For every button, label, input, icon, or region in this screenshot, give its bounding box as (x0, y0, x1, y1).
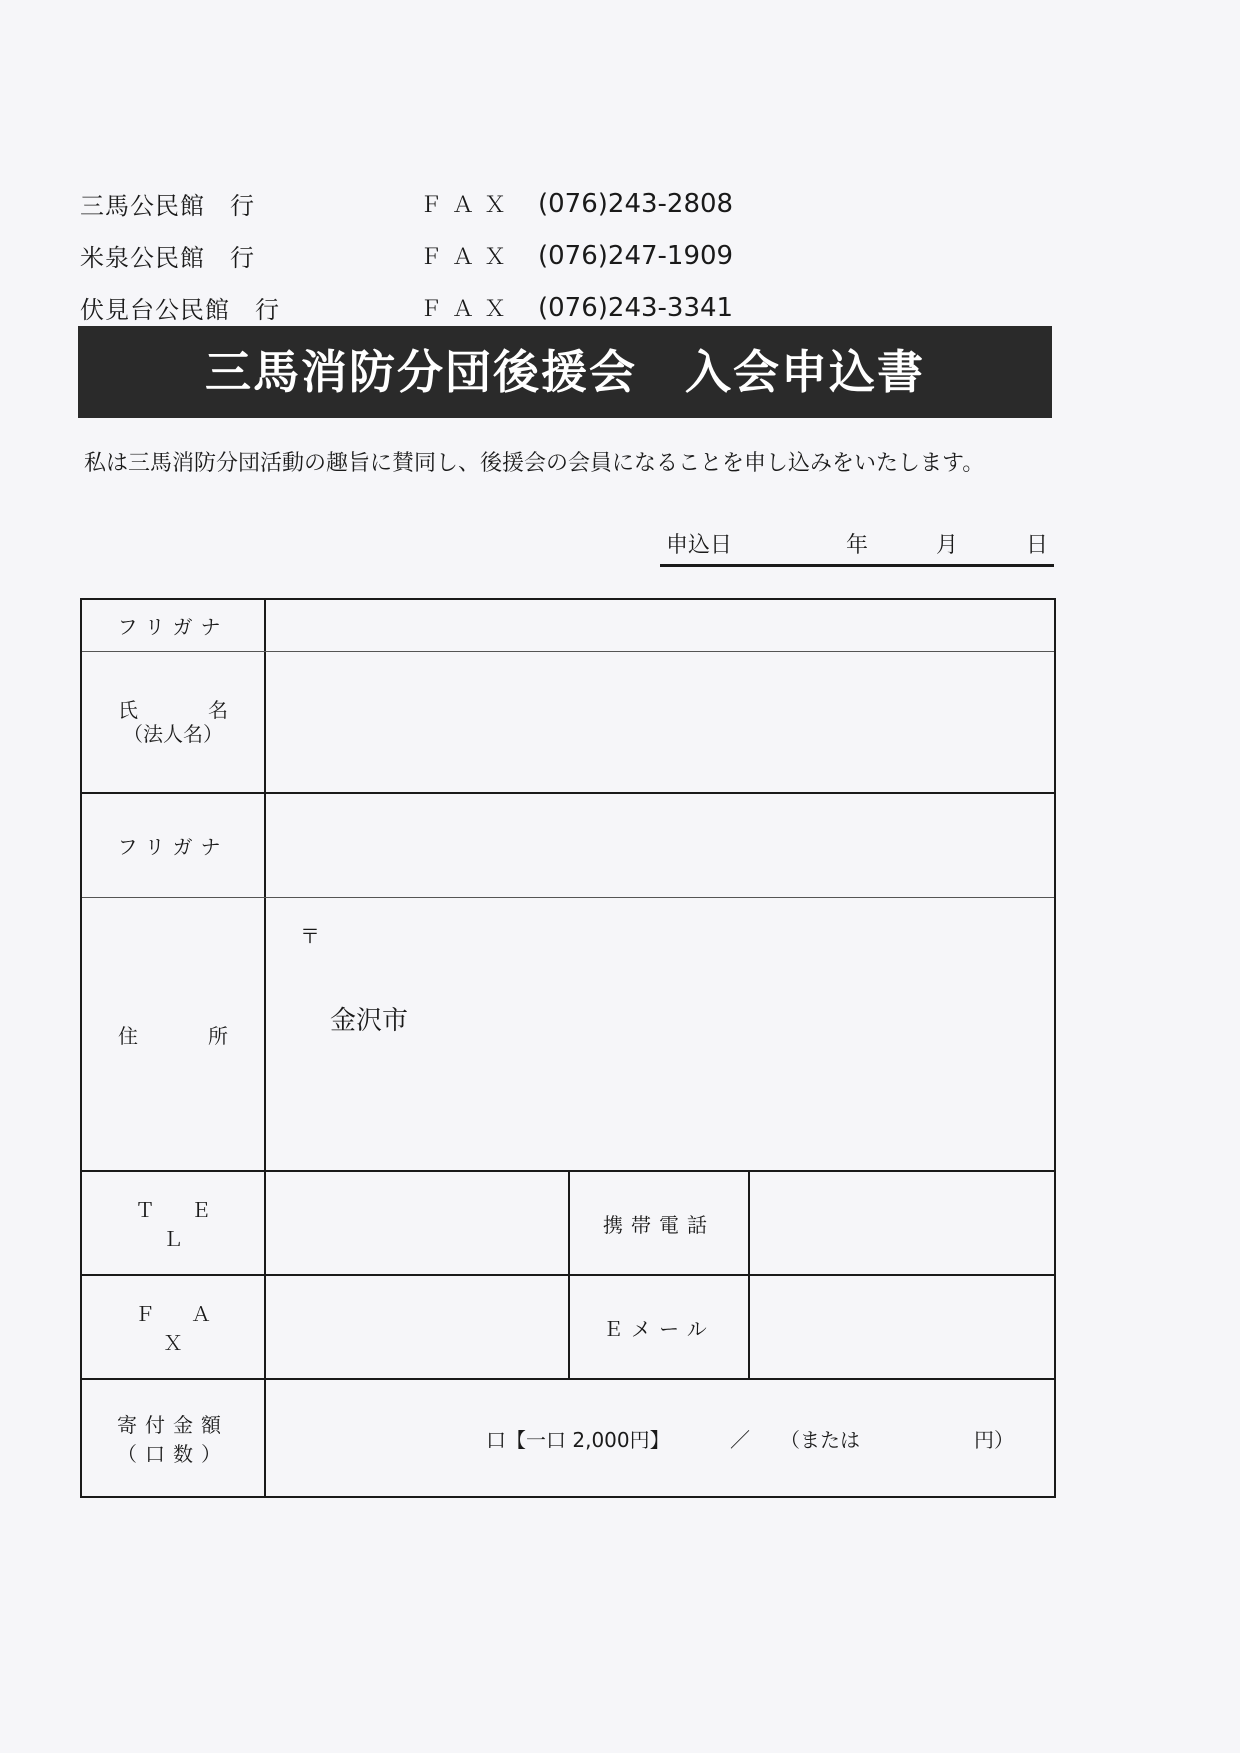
address-label (82, 898, 266, 1170)
destination-name: 米泉公民館 行 (80, 244, 255, 272)
day-label: 日 (1026, 533, 1049, 558)
corporate-name-label: （法人名） (123, 722, 223, 746)
furigana-row (82, 600, 1054, 652)
title-banner (78, 326, 1052, 418)
postal-code-mark: 〒 (300, 924, 320, 948)
furigana-label: フリガナ (82, 794, 266, 897)
address-label-char-1: 住 (118, 1023, 138, 1048)
donation-amount-label: 寄付金額 (117, 1413, 229, 1437)
fax-email-row (82, 1276, 1054, 1380)
tel-field[interactable] (266, 1172, 570, 1274)
address-label-char-2: 所 (208, 1023, 228, 1048)
donation-yen-text: 円） (974, 1427, 1014, 1452)
name-label-char-1: 氏 (118, 698, 138, 722)
name-row (82, 652, 1054, 794)
address-row (82, 898, 1054, 1172)
date-label: 申込日 (666, 533, 733, 558)
donation-text (266, 1380, 1054, 1496)
phone-row (82, 1172, 1054, 1276)
name-label (82, 652, 266, 792)
donation-units-text: 口【一口 2,000円】 (486, 1427, 670, 1452)
application-form-table (80, 598, 1056, 1498)
intro-statement: 私は三馬消防分団活動の趣旨に賛同し、後援会の会員になることを申し込みをいたします。 (84, 451, 985, 476)
fax-field[interactable] (266, 1276, 570, 1378)
donation-alternative-text: （または (780, 1427, 860, 1452)
address-furigana-row (82, 794, 1054, 898)
mobile-phone-field[interactable] (750, 1172, 1054, 1274)
fax-destination-row (80, 186, 780, 226)
fax-label: ＦＡＸ (420, 193, 517, 218)
page-title: 三馬消防分団後援会 (205, 345, 637, 399)
furigana-label: フリガナ (82, 600, 266, 651)
application-date-field[interactable] (660, 522, 1054, 567)
fax-destination-row (80, 290, 780, 330)
fax-label: ＦＡＸ (420, 297, 517, 322)
name-field[interactable] (266, 652, 1054, 792)
page-subtitle: 入会申込書 (685, 345, 925, 399)
donation-label (82, 1380, 266, 1496)
city-name: 金沢市 (330, 1006, 409, 1036)
address-field[interactable] (266, 898, 1054, 1170)
month-label: 月 (936, 533, 959, 558)
fax-number: (076)243-3341 (538, 293, 734, 323)
fax-number: (076)243-2808 (538, 189, 734, 219)
email-field[interactable] (750, 1276, 1054, 1378)
email-label: Ｅメール (570, 1276, 750, 1378)
destination-name: 伏見台公民館 行 (80, 296, 280, 324)
destination-name: 三馬公民館 行 (80, 192, 255, 220)
donation-row (82, 1380, 1054, 1496)
donation-field[interactable] (266, 1380, 1054, 1496)
year-label: 年 (846, 533, 869, 558)
fax-destination-row (80, 238, 780, 278)
fax-label: ＦＡＸ (420, 245, 517, 270)
fax-field-label: ＦＡＸ (82, 1276, 266, 1378)
furigana-address-field[interactable] (266, 794, 1054, 897)
tel-label: ＴＥＬ (82, 1172, 266, 1274)
furigana-name-field[interactable] (266, 600, 1054, 651)
name-label-char-2: 名 (208, 698, 228, 722)
donation-units-label: （口数） (117, 1442, 229, 1466)
donation-slash: ／ (730, 1427, 750, 1452)
fax-number: (076)247-1909 (538, 241, 734, 271)
mobile-phone-label: 携帯電話 (570, 1172, 750, 1274)
